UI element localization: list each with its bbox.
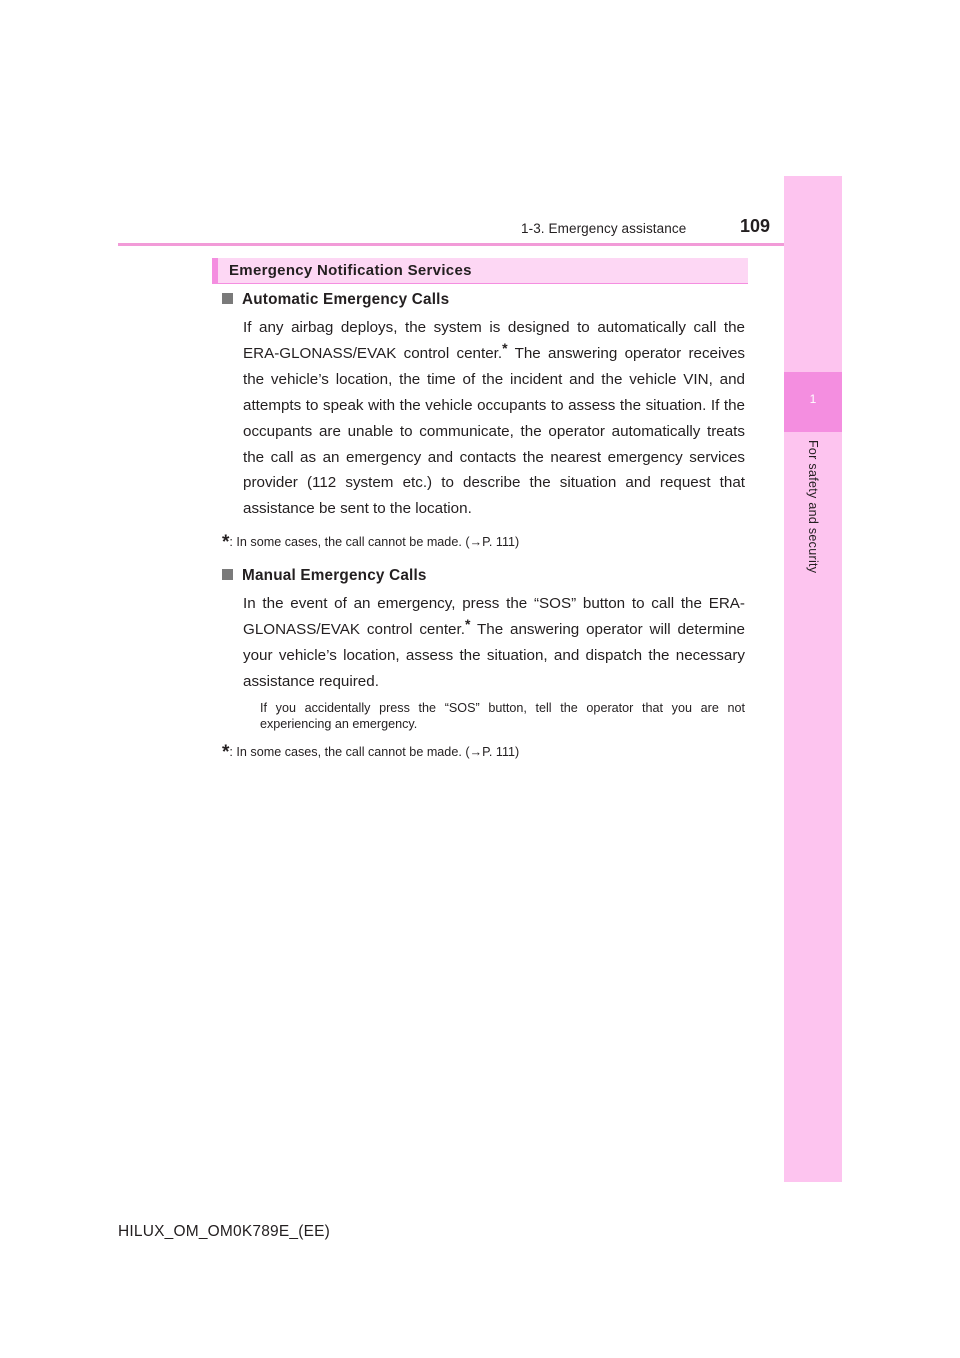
square-bullet-icon	[222, 293, 233, 304]
footnote-asterisk: *	[222, 741, 230, 763]
item-body-text-continued: The answering operator will determine your vehicle’s location, assess the situation, and dispatch the necessary assistance required.	[243, 621, 745, 690]
running-header-section: 1-3. Emergency assistance	[521, 221, 687, 236]
item-body-text-continued: The answering operator receives the vehicle’s location, the time of the incident and the vehicle VIN, and attempts to speak with the vehicle occupants to assess the situation. If the occupants are unable to communicate, the operator automatically treats the call as an emergency and contacts the nearest emergency services provider (112 system etc.) to describe the situation and request that assistance be sent to the location.	[243, 344, 745, 518]
section-header	[212, 258, 748, 284]
chapter-side-tab[interactable]	[784, 176, 842, 1182]
document-code: HILUX_OM_OM0K789E_(EE)	[118, 1223, 331, 1240]
footnote	[222, 532, 745, 553]
item-body	[243, 591, 745, 695]
item-title	[222, 289, 745, 311]
item-title	[222, 565, 745, 587]
chapter-number: 1	[809, 392, 817, 406]
section-title: Emergency Notification Services	[229, 262, 472, 279]
main-content	[222, 289, 745, 763]
item-title-text: Manual Emergency Calls	[242, 567, 427, 585]
list-item-automatic-calls	[222, 289, 745, 553]
square-bullet-icon	[222, 569, 233, 580]
footnote-text[interactable]: : In some cases, the call cannot be made. (→P. 111)	[229, 744, 520, 759]
chapter-label: For safety and security	[806, 440, 820, 574]
footnote-asterisk: *	[222, 532, 230, 554]
item-body-text: If any airbag deploys, the system is designed to automatically call the ERA-GLONASS/EVAK control center.	[243, 319, 745, 362]
footnote-text[interactable]: : In some cases, the call cannot be made. (→P. 111)	[229, 535, 520, 550]
item-title-text: Automatic Emergency Calls	[242, 291, 450, 308]
page-number: 109	[740, 216, 771, 236]
item-body-text: In the event of an emergency, press the “SOS” button to call the ERA-GLONASS/EVAK control center.	[243, 595, 745, 639]
item-note: If you accidentally press the “SOS” button, tell the operator that you are not experiencing an emergency.	[260, 700, 745, 731]
list-item-manual-calls	[222, 565, 745, 763]
item-body	[243, 315, 745, 522]
footnote-mark: *	[502, 339, 508, 356]
footnote	[222, 742, 745, 763]
footnote-mark: *	[464, 616, 471, 633]
header-rule	[118, 243, 840, 246]
